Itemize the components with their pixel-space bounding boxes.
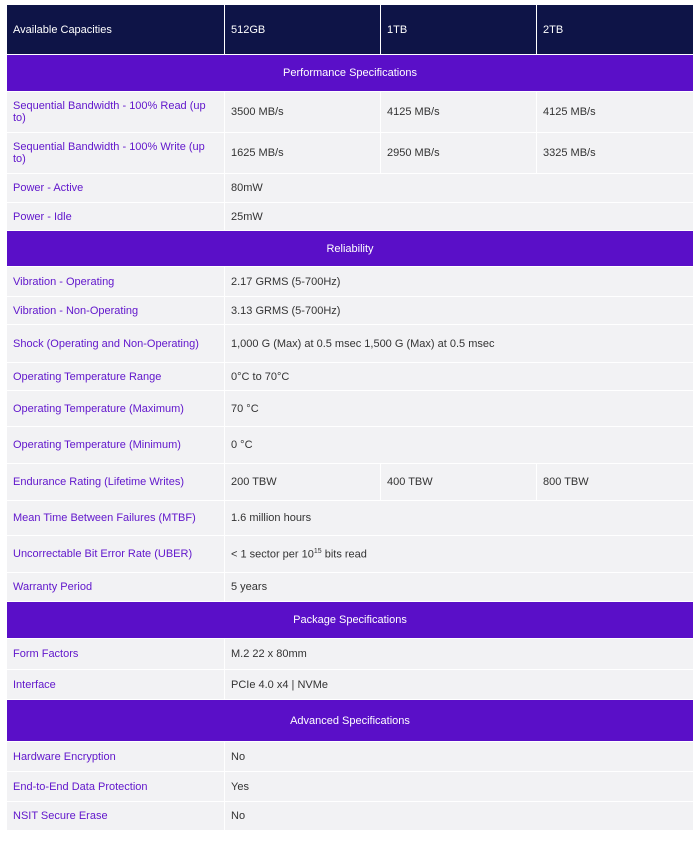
- table-row: [7, 92, 693, 133]
- cell-value: 1,000 G (Max) at 0.5 msec 1,500 G (Max) at 0.5 msec: [225, 325, 693, 363]
- cell-value: 5 years: [225, 573, 693, 602]
- table-row: [7, 174, 693, 203]
- cell-value: 3500 MB/s: [225, 92, 381, 133]
- table-row: [7, 464, 693, 501]
- table-row: [7, 427, 693, 464]
- section-reliability: [7, 231, 693, 267]
- cell-value: 2950 MB/s: [381, 133, 537, 174]
- row-label: Power - Active: [7, 174, 225, 203]
- table-row: [7, 267, 693, 297]
- cell-value: No: [225, 802, 693, 831]
- row-label: Interface: [7, 670, 225, 700]
- capacity-1tb: 1TB: [381, 5, 537, 55]
- table-row: [7, 363, 693, 391]
- cell-value: 80mW: [225, 174, 693, 203]
- cell-value: No: [225, 742, 693, 772]
- row-label: Mean Time Between Failures (MTBF): [7, 501, 225, 536]
- cell-value: [225, 536, 693, 573]
- row-label: Form Factors: [7, 639, 225, 670]
- row-label: Hardware Encryption: [7, 742, 225, 772]
- cell-value: 2.17 GRMS (5-700Hz): [225, 267, 693, 297]
- section-package: [7, 602, 693, 639]
- table-row: [7, 536, 693, 573]
- capacity-2tb: 2TB: [537, 5, 693, 55]
- table-row: [7, 772, 693, 802]
- cell-value: Yes: [225, 772, 693, 802]
- uber-exponent: 15: [313, 547, 322, 555]
- row-label: Power - Idle: [7, 203, 225, 231]
- section-title: Performance Specifications: [7, 55, 693, 92]
- row-label: Sequential Bandwidth - 100% Read (up to): [7, 92, 225, 133]
- cell-value: 1.6 million hours: [225, 501, 693, 536]
- table-row: [7, 391, 693, 427]
- row-label: Vibration - Non-Operating: [7, 297, 225, 325]
- row-label: Warranty Period: [7, 573, 225, 602]
- row-label: Endurance Rating (Lifetime Writes): [7, 464, 225, 501]
- table-row: [7, 133, 693, 174]
- cell-value: PCIe 4.0 x4 | NVMe: [225, 670, 693, 700]
- table-row: [7, 639, 693, 670]
- section-performance: [7, 55, 693, 92]
- table-row: [7, 501, 693, 536]
- table-row: [7, 297, 693, 325]
- capacity-512gb: 512GB: [225, 5, 381, 55]
- cell-value: 3.13 GRMS (5-700Hz): [225, 297, 693, 325]
- cell-value: 200 TBW: [225, 464, 381, 501]
- table-row: [7, 573, 693, 602]
- row-label: Vibration - Operating: [7, 267, 225, 297]
- cell-value: 1625 MB/s: [225, 133, 381, 174]
- row-label: End-to-End Data Protection: [7, 772, 225, 802]
- cell-value: M.2 22 x 80mm: [225, 639, 693, 670]
- cell-value: 800 TBW: [537, 464, 693, 501]
- section-advanced: [7, 700, 693, 742]
- cell-value: 70 °C: [225, 391, 693, 427]
- row-label: Shock (Operating and Non-Operating): [7, 325, 225, 363]
- row-label: Uncorrectable Bit Error Rate (UBER): [7, 536, 225, 573]
- capacity-header-label: Available Capacities: [7, 5, 225, 55]
- cell-value: 4125 MB/s: [381, 92, 537, 133]
- table-row: [7, 742, 693, 772]
- cell-value: 400 TBW: [381, 464, 537, 501]
- cell-value: 0°C to 70°C: [225, 363, 693, 391]
- cell-value: 4125 MB/s: [537, 92, 693, 133]
- cell-value: 3325 MB/s: [537, 133, 693, 174]
- row-label: Operating Temperature (Minimum): [7, 427, 225, 464]
- table-row: [7, 203, 693, 231]
- row-label: Operating Temperature (Maximum): [7, 391, 225, 427]
- row-label: NSIT Secure Erase: [7, 802, 225, 831]
- section-title: Package Specifications: [7, 602, 693, 639]
- spec-table: [7, 5, 693, 831]
- section-title: Advanced Specifications: [7, 700, 693, 742]
- table-row: [7, 670, 693, 700]
- uber-suffix: bits read: [321, 548, 367, 561]
- uber-prefix: < 1 sector per 10: [231, 548, 314, 561]
- table-row: [7, 802, 693, 831]
- capacity-header-row: [7, 5, 693, 55]
- table-row: [7, 325, 693, 363]
- row-label: Sequential Bandwidth - 100% Write (up to): [7, 133, 225, 174]
- section-title: Reliability: [7, 231, 693, 267]
- cell-value: 25mW: [225, 203, 693, 231]
- row-label: Operating Temperature Range: [7, 363, 225, 391]
- cell-value: 0 °C: [225, 427, 693, 464]
